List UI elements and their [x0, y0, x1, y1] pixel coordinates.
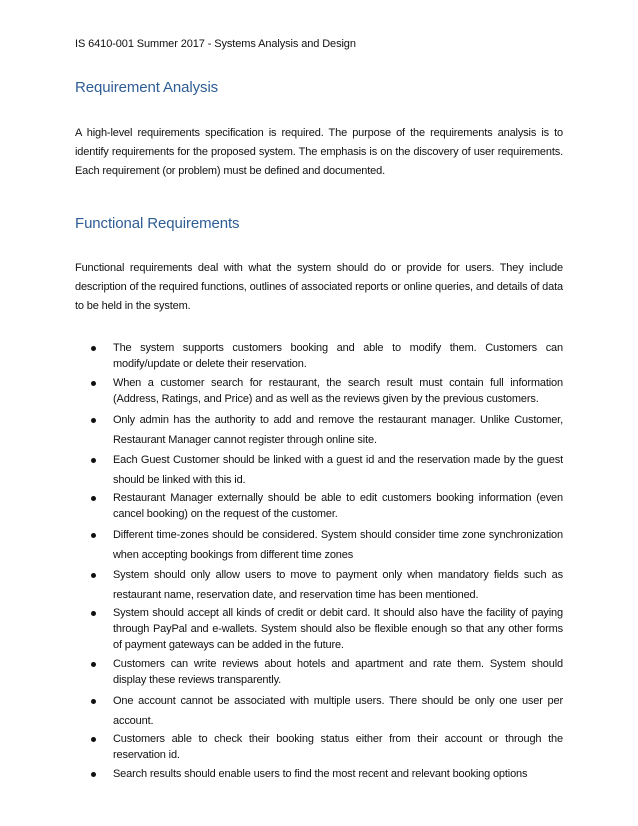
list-item [91, 375, 563, 407]
paragraph-functional-requirements: Functional requirements deal with what the system should do or provide for users. They include description of the required functions, outlines of associated reports or online queries, and details of data to be held in the system. [75, 262, 563, 312]
running-header: IS 6410-001 Summer 2017 - Systems Analysis and Design [75, 38, 356, 50]
list-item [91, 450, 563, 490]
list-item [91, 691, 563, 731]
heading-functional-requirements: Functional Requirements [75, 215, 240, 232]
paragraph-requirement-analysis: A high-level requirements specification is required. The purpose of the requirements analysis is to identify requirements for the proposed system. The emphasis is on the discovery of user requirements. Each requirement (or problem) must be defined and documented. [75, 127, 563, 177]
list-item-text: When a customer search for restaurant, the search result must contain full information (Address, Ratings, and Price) and as well as the reviews given by the previous customers. [113, 377, 563, 405]
list-item [91, 410, 563, 450]
list-item-text: System should only allow users to move to payment only when mandatory fields such as restaurant name, reservation date, and reservation time has been mentioned. [113, 569, 563, 601]
bullet-icon [91, 381, 96, 386]
list-item [91, 605, 563, 653]
list-item-text: Restaurant Manager externally should be able to edit customers booking information (even cancel booking) on the request of the customer. [113, 492, 563, 520]
list-item-text: One account cannot be associated with multiple users. There should be only one user per account. [113, 695, 563, 727]
bullet-icon [91, 772, 96, 777]
bullet-icon [91, 737, 96, 742]
list-item [91, 731, 563, 763]
list-item-text: System should accept all kinds of credit or debit card. It should also have the facility of paying through PayPal and e-wallets. System should also be flexible enough so that any other forms of payment gateways can be added in the future. [113, 607, 563, 651]
functional-requirements-list [91, 340, 563, 785]
heading-requirement-analysis: Requirement Analysis [75, 79, 219, 96]
list-item-text: Each Guest Customer should be linked with a guest id and the reservation made by the guest should be linked with this id. [113, 454, 563, 486]
list-item [91, 656, 563, 688]
bullet-icon [91, 699, 96, 704]
bullet-icon [91, 533, 96, 538]
list-item [91, 525, 563, 565]
bullet-icon [91, 611, 96, 616]
list-item-text: Customers can write reviews about hotels and apartment and rate them. System should display these reviews transparently. [113, 658, 563, 686]
list-item-text: Only admin has the authority to add and remove the restaurant manager. Unlike Customer, Restaurant Manager cannot register through online site. [113, 414, 563, 446]
list-item [91, 340, 563, 372]
list-item [91, 766, 563, 782]
list-item-text: Customers able to check their booking status either from their account or through the reservation id. [113, 733, 563, 761]
list-item [91, 565, 563, 605]
bullet-icon [91, 346, 96, 351]
bullet-icon [91, 662, 96, 667]
list-item-text: Different time-zones should be considered. System should consider time zone synchronization when accepting bookings from different time zones [113, 529, 563, 561]
list-item [91, 490, 563, 522]
list-item-text: Search results should enable users to find the most recent and relevant booking options [113, 768, 528, 780]
bullet-icon [91, 573, 96, 578]
list-item-text: The system supports customers booking and able to modify them. Customers can modify/update or delete their reservation. [113, 342, 563, 370]
bullet-icon [91, 458, 96, 463]
bullet-icon [91, 418, 96, 423]
bullet-icon [91, 496, 96, 501]
